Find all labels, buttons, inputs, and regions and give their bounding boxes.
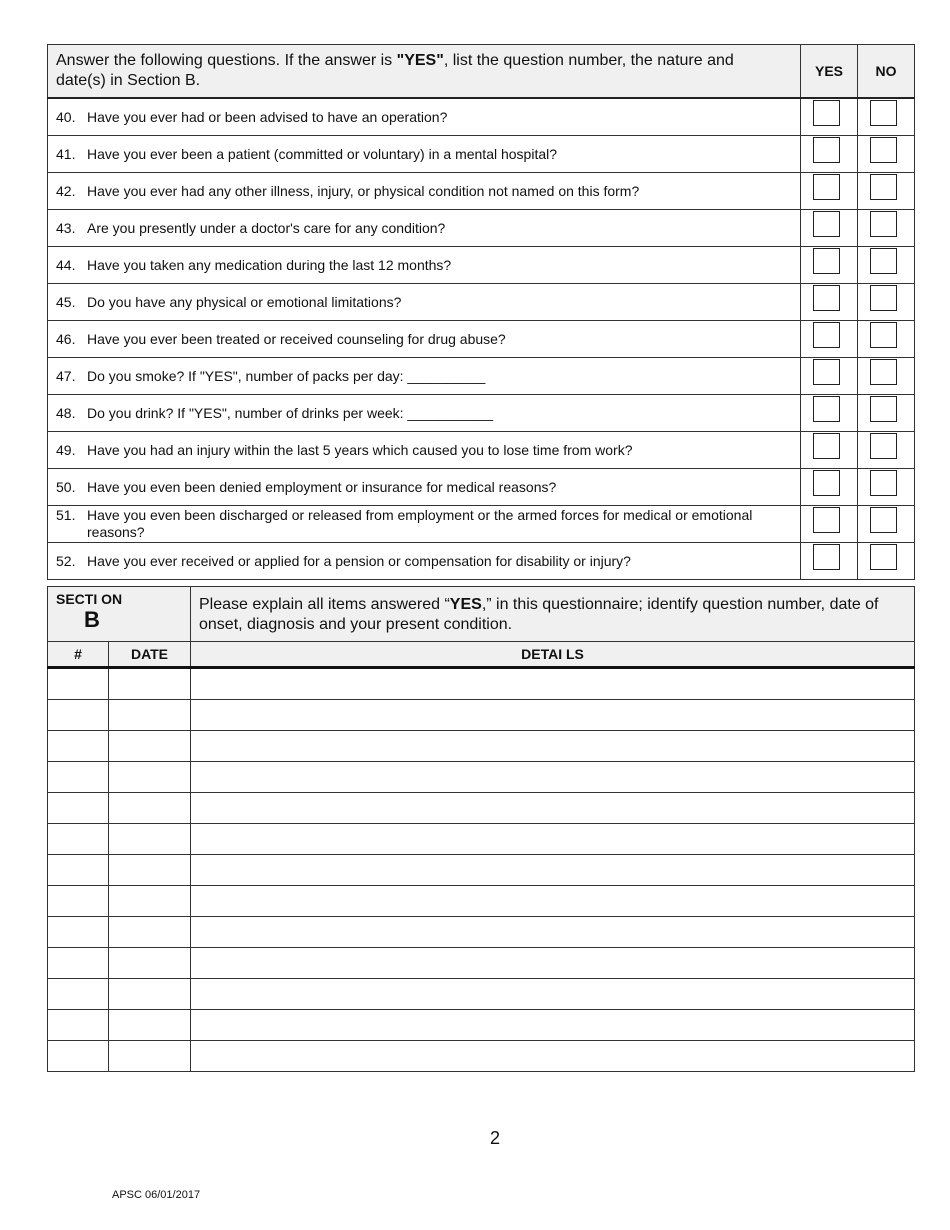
details-row	[48, 917, 915, 948]
question-number: 42.	[56, 182, 76, 199]
question-row	[48, 98, 915, 136]
question-text: Have you ever received or applied for a pension or compensation for disability or injury?	[87, 552, 631, 569]
yes-checkbox[interactable]	[813, 507, 840, 533]
section-letter: B	[84, 607, 100, 632]
no-checkbox[interactable]	[870, 470, 897, 496]
details-row	[48, 762, 915, 793]
date-cell[interactable]	[109, 917, 191, 948]
yes-checkbox[interactable]	[813, 396, 840, 422]
section-b-instructions: Please explain all items answered “YES,” in this questionnaire; identify question number, date of onset, diagnosis and your present condition.	[199, 596, 879, 633]
no-checkbox[interactable]	[870, 100, 897, 126]
number-cell[interactable]	[48, 917, 109, 948]
number-cell[interactable]	[48, 668, 109, 700]
question-text: Have you ever been a patient (committed or voluntary) in a mental hospital?	[87, 145, 558, 162]
question-text: Have you had an injury within the last 5 years which caused you to lose time from work?	[87, 441, 633, 458]
question-text: Have you ever had or been advised to have an operation?	[87, 108, 448, 125]
yes-checkbox[interactable]	[813, 359, 840, 385]
no-checkbox[interactable]	[870, 396, 897, 422]
details-row	[48, 948, 915, 979]
question-number: 48.	[56, 404, 76, 421]
yes-checkbox[interactable]	[813, 174, 840, 200]
date-cell[interactable]	[109, 824, 191, 855]
details-row	[48, 824, 915, 855]
number-cell[interactable]	[48, 1010, 109, 1041]
yes-column-header: YES	[801, 45, 858, 99]
question-row	[48, 395, 915, 432]
no-checkbox[interactable]	[870, 248, 897, 274]
details-row	[48, 731, 915, 762]
yes-checkbox[interactable]	[813, 470, 840, 496]
number-cell[interactable]	[48, 731, 109, 762]
details-column-header: DETAI LS	[191, 642, 915, 668]
details-row	[48, 700, 915, 731]
questions-header-row	[48, 45, 915, 99]
number-cell[interactable]	[48, 762, 109, 793]
question-number: 50.	[56, 478, 76, 495]
page-number: 2	[489, 1128, 500, 1148]
date-cell[interactable]	[109, 948, 191, 979]
question-row	[48, 173, 915, 210]
details-row	[48, 855, 915, 886]
question-row	[48, 432, 915, 469]
question-number: 44.	[56, 256, 76, 273]
date-cell[interactable]	[109, 793, 191, 824]
questions-table	[47, 44, 915, 580]
yes-checkbox[interactable]	[813, 211, 840, 237]
date-cell[interactable]	[109, 700, 191, 731]
question-row	[48, 210, 915, 247]
question-number: 41.	[56, 145, 76, 162]
question-text: Have you ever had any other illness, injury, or physical condition not named on this form?	[87, 182, 640, 199]
instructions-text: Answer the following questions. If the answer is "YES", list the question number, the nature and date(s) in Section B.	[48, 45, 801, 99]
number-cell[interactable]	[48, 1041, 109, 1072]
details-cell[interactable]	[191, 979, 915, 1010]
number-column-header: #	[48, 642, 109, 668]
no-checkbox[interactable]	[870, 137, 897, 163]
yes-checkbox[interactable]	[813, 248, 840, 274]
date-cell[interactable]	[109, 668, 191, 700]
no-checkbox[interactable]	[870, 285, 897, 311]
question-text: Have you ever been treated or received counseling for drug abuse?	[87, 330, 506, 347]
number-cell[interactable]	[48, 886, 109, 917]
yes-checkbox[interactable]	[813, 285, 840, 311]
question-text: Have you even been denied employment or insurance for medical reasons?	[87, 478, 557, 495]
number-cell[interactable]	[48, 700, 109, 731]
details-row	[48, 979, 915, 1010]
details-cell[interactable]	[191, 793, 915, 824]
yes-checkbox[interactable]	[813, 322, 840, 348]
no-column-header: NO	[858, 45, 915, 99]
question-number: 45.	[56, 293, 76, 310]
details-cell[interactable]	[191, 700, 915, 731]
question-text: Have you even been discharged or released from employment or the armed forces for medical or emotional reasons?	[87, 507, 753, 540]
details-cell[interactable]	[191, 886, 915, 917]
no-checkbox[interactable]	[870, 211, 897, 237]
question-row	[48, 469, 915, 506]
date-cell[interactable]	[109, 762, 191, 793]
number-cell[interactable]	[48, 855, 109, 886]
details-cell[interactable]	[191, 917, 915, 948]
section-b-header	[48, 587, 915, 642]
number-cell[interactable]	[48, 948, 109, 979]
date-cell[interactable]	[109, 855, 191, 886]
no-checkbox[interactable]	[870, 433, 897, 459]
yes-checkbox[interactable]	[813, 137, 840, 163]
details-row	[48, 668, 915, 700]
question-row	[48, 321, 915, 358]
question-number: 49.	[56, 441, 76, 458]
details-cell[interactable]	[191, 855, 915, 886]
details-row	[48, 793, 915, 824]
form-footer-code: APSC 06/01/2017	[112, 1189, 201, 1201]
details-cell[interactable]	[191, 948, 915, 979]
no-checkbox[interactable]	[870, 544, 897, 570]
number-cell[interactable]	[48, 793, 109, 824]
number-cell[interactable]	[48, 979, 109, 1010]
details-cell[interactable]	[191, 668, 915, 700]
question-number: 51.	[56, 507, 76, 523]
details-column-headers	[48, 642, 915, 668]
question-number: 43.	[56, 219, 76, 236]
question-number: 52.	[56, 552, 76, 569]
details-cell[interactable]	[191, 824, 915, 855]
details-row	[48, 886, 915, 917]
question-number: 40.	[56, 108, 76, 125]
section-b-table	[47, 586, 915, 1072]
details-cell[interactable]	[191, 1041, 915, 1072]
details-cell[interactable]	[191, 731, 915, 762]
question-row	[48, 358, 915, 395]
date-cell[interactable]	[109, 886, 191, 917]
question-number: 47.	[56, 367, 76, 384]
no-checkbox[interactable]	[870, 507, 897, 533]
question-text: Do you have any physical or emotional limitations?	[87, 293, 402, 310]
yes-checkbox[interactable]	[813, 100, 840, 126]
question-text: Do you drink? If "YES", number of drinks per week: ___________	[87, 404, 494, 421]
section-label: SECTI ON	[56, 591, 123, 607]
question-row	[48, 506, 915, 543]
question-number: 46.	[56, 330, 76, 347]
details-cell[interactable]	[191, 1010, 915, 1041]
date-cell[interactable]	[109, 731, 191, 762]
question-text: Are you presently under a doctor's care for any condition?	[87, 219, 446, 236]
question-text: Do you smoke? If "YES", number of packs per day: __________	[87, 367, 486, 384]
question-row	[48, 247, 915, 284]
date-cell[interactable]	[109, 1010, 191, 1041]
details-row	[48, 1041, 915, 1072]
question-row	[48, 284, 915, 321]
yes-checkbox[interactable]	[813, 544, 840, 570]
details-row	[48, 1010, 915, 1041]
date-cell[interactable]	[109, 979, 191, 1010]
yes-checkbox[interactable]	[813, 433, 840, 459]
date-column-header: DATE	[109, 642, 191, 668]
question-text: Have you taken any medication during the last 12 months?	[87, 256, 452, 273]
number-cell[interactable]	[48, 824, 109, 855]
no-checkbox[interactable]	[870, 359, 897, 385]
date-cell[interactable]	[109, 1041, 191, 1072]
question-row	[48, 136, 915, 173]
no-checkbox[interactable]	[870, 322, 897, 348]
question-row	[48, 543, 915, 580]
no-checkbox[interactable]	[870, 174, 897, 200]
details-cell[interactable]	[191, 762, 915, 793]
